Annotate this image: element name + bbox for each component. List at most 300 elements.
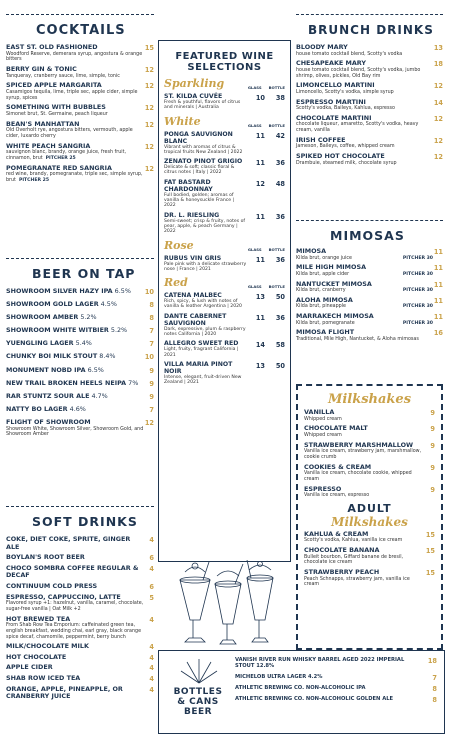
wine-name: PONGA SAUVIGNON BLANC xyxy=(164,130,233,145)
item-price: 12 xyxy=(144,120,154,129)
item-name: SPICED APPLE MARGARITA xyxy=(6,81,102,90)
item-price: 15 xyxy=(425,530,435,539)
wine-glass-price: 13 xyxy=(255,361,265,370)
item-abv: 4.6% xyxy=(67,404,86,413)
item-name: NEW TRAIL BROKEN HEELS NEIPA 7% xyxy=(6,378,139,387)
item-price: 13 xyxy=(433,44,443,52)
item-name: EAST ST. OLD FASHIONED xyxy=(6,43,98,51)
menu-item xyxy=(296,264,443,277)
menu-item xyxy=(304,442,435,461)
item-price: 14 xyxy=(433,98,443,107)
wine-item xyxy=(164,361,285,386)
mimosas-section xyxy=(296,208,443,346)
wine-column-headers xyxy=(248,247,285,252)
item-price: 12 xyxy=(144,82,154,91)
wine-title: FEATURED WINE SELECTIONS xyxy=(175,51,274,73)
item-description: Vanilla ice cream, strawberry jam, marshmallow, cookie crumb xyxy=(304,449,422,460)
item-price: 5 xyxy=(149,593,154,602)
menu-item xyxy=(304,409,435,422)
bottle-name: ATHLETIC BREWING CO. NON-ALCOHOLIC IPA xyxy=(235,685,366,691)
item-abv: 6.5% xyxy=(85,365,104,374)
menu-item xyxy=(6,367,154,375)
item-description: Kilda brut, pineapple PITCHER 30 xyxy=(296,304,433,310)
wine-description: Semi-sweet; crisp & fruity, notes of pear, apple, & peach Germany | 2022 xyxy=(164,218,246,235)
menu-item xyxy=(296,99,443,112)
item-abv: 5.2% xyxy=(108,326,128,335)
item-name: CHUNKY BOI MILK STOUT 8.4% xyxy=(6,352,116,361)
menu-item xyxy=(6,554,154,562)
item-price: 12 xyxy=(144,104,154,113)
menu-item xyxy=(6,143,154,162)
bottle-label: BOTTLE xyxy=(268,122,285,128)
pitcher-price: PITCHER 25 xyxy=(18,177,50,183)
wine-bottle-price: 50 xyxy=(275,361,285,370)
menu-item xyxy=(6,616,154,641)
item-abv: 7% xyxy=(126,378,139,387)
item-name: BLOODY MARY xyxy=(296,43,348,51)
bottle-label: BOTTLE xyxy=(268,85,285,90)
item-price: 11 xyxy=(433,248,443,256)
menu-item xyxy=(6,301,154,309)
item-name: MILE HIGH MIMOSA xyxy=(296,263,367,272)
wine-glass-price: 10 xyxy=(255,94,265,102)
item-description: Simonet brut, St. Germaine, peach liqueur xyxy=(6,111,108,117)
wine-glass-price: 14 xyxy=(255,341,265,350)
soft-list xyxy=(6,536,154,701)
item-price: 11 xyxy=(433,280,443,289)
wine-glass-price: 13 xyxy=(255,293,265,302)
menu-item xyxy=(6,654,154,662)
bottle-price: 18 xyxy=(427,657,437,665)
wine-glass-price: 11 xyxy=(255,313,265,322)
wine-description: Vibrant with aromas of citrus & tropical fruits New Zealand | 2022 xyxy=(164,144,243,155)
wine-name: VILLA MARIA PINOT NOIR xyxy=(164,360,233,375)
menu-item xyxy=(296,313,443,326)
item-name: MONUMENT NOBD IPA 6.5% xyxy=(6,365,104,374)
menu-item xyxy=(6,66,154,79)
wine-name: CATENA MALBEC xyxy=(164,292,222,300)
item-abv: 6.5% xyxy=(112,287,131,295)
pitcher-price: PITCHER 25 xyxy=(45,155,76,161)
item-price: 10 xyxy=(144,288,154,296)
item-name: STRAWBERRY PEACH xyxy=(304,568,380,577)
wine-description: Pale pink with a delicate strawberry nose | France | 2021 xyxy=(164,261,247,272)
wine-category-name: Rose xyxy=(164,238,194,252)
wine-column-headers xyxy=(248,123,285,128)
wine-name: DANTE CABERNET SAUVIGNON xyxy=(164,312,227,327)
item-price: 16 xyxy=(433,329,443,338)
item-name: RAR STUNTZ SOUR ALE 4.7% xyxy=(6,391,108,400)
wine-section xyxy=(158,40,291,562)
menu-item xyxy=(304,425,435,438)
item-name: BERRY GIN & TONIC xyxy=(6,65,77,73)
wine-bottle-price: 42 xyxy=(275,131,285,140)
item-price: 12 xyxy=(144,418,154,427)
item-description: Vanilla ice cream, espresso xyxy=(304,493,370,499)
wine-bottle-price: 36 xyxy=(275,212,285,221)
beer-title: BEER ON TAP xyxy=(28,266,139,281)
item-description: Flavored syrup +1: hazelnut, vanilla, caramel, chocolate, sugar-free vanilla | Oat Milk +2 xyxy=(6,601,144,612)
item-price: 4 xyxy=(149,653,154,662)
item-name: VANILLA xyxy=(304,408,335,416)
item-description: chocolate liqueur, amaretto, Scotty's vodka, heavy cream, vanilla xyxy=(296,122,419,134)
item-description: Bulleit bourbon, Giffard banane de bresil, chocolate ice cream xyxy=(304,554,404,566)
wine-description: Delicate & soft; classic floral & citrus notes | Italy | 2022 xyxy=(164,165,235,176)
wine-bottle-price: 58 xyxy=(275,341,285,350)
wine-item xyxy=(164,292,285,310)
wine-glass-price: 11 xyxy=(255,159,265,168)
wine-category-header xyxy=(164,115,285,128)
item-description: Drambuie, steamed milk, chocolate syrup xyxy=(296,160,397,166)
wine-name: ST. KILDA CUVÉE xyxy=(164,93,223,100)
item-name: SHOWROOM WHITE WITBIER 5.2% xyxy=(6,326,128,335)
bottle-name: VANISH RIVER RUN WHISKY BARREL AGED 2022 IMPERIAL STOUT 12.8% xyxy=(235,657,405,669)
item-price: 6 xyxy=(149,554,154,563)
menu-item xyxy=(6,165,154,184)
item-price: 9 xyxy=(430,441,435,450)
wine-column-headers xyxy=(248,284,285,289)
item-description: Scotty's vodka, Baileys, Kahlua, espresso xyxy=(296,106,395,112)
bottle-item xyxy=(235,657,437,669)
item-description: Kilda brut, pomegranate PITCHER 30 xyxy=(296,320,433,326)
item-price: 11 xyxy=(433,264,443,273)
brunch-list xyxy=(296,44,443,166)
item-name: FLIGHT OF SHOWROOM xyxy=(6,417,91,426)
item-name: BEAN'S MANHATTAN xyxy=(6,119,80,128)
item-name: COKE, DIET COKE, SPRITE, GINGER ALE xyxy=(6,535,131,551)
wine-description: Full bodied, golden; aromas of vanilla & honeysuckle France | 2022 xyxy=(164,192,235,209)
item-description: Whipped cream xyxy=(304,432,342,438)
item-price: 15 xyxy=(144,44,154,52)
item-price: 18 xyxy=(433,60,443,69)
item-price: 4 xyxy=(149,675,154,684)
item-description: Casamigos tequila, lime, triple sec, apple cider, simple syrup, spices xyxy=(6,89,138,101)
item-description: Old Overholt rye, angostura bitters, vermouth, apple cider, luxardo cherry xyxy=(6,128,133,139)
glass-label: GLASS xyxy=(247,246,262,252)
bottle-price: 8 xyxy=(432,696,437,704)
item-price: 15 xyxy=(425,547,435,556)
item-price: 9 xyxy=(430,463,435,472)
item-name: KAHLUA & CREAM xyxy=(304,529,369,538)
item-description: house tomato cocktail blend, Scotty's vodka, jumbo shrimp, olives, pickles, Old Bay rim xyxy=(296,67,421,79)
item-description: Whipped cream xyxy=(304,416,342,422)
wine-bottle-price: 38 xyxy=(275,94,285,102)
wine-item xyxy=(164,93,285,111)
menu-item xyxy=(296,115,443,134)
item-description: Jameson, Baileys, coffee, whipped cream xyxy=(296,144,395,150)
bottle-item xyxy=(235,696,437,702)
left-column xyxy=(6,0,154,701)
milkshakes-section xyxy=(296,384,443,650)
bottles-title: BOTTLES & CANS BEER xyxy=(173,687,223,717)
menu-item xyxy=(296,281,443,294)
wine-glass-price: 11 xyxy=(255,212,265,221)
wine-name: DR. L. RIESLING xyxy=(164,211,220,219)
item-name: YUENGLING LAGER 5.4% xyxy=(6,339,92,348)
menu-item xyxy=(296,82,443,95)
cocktails-divider xyxy=(6,14,154,15)
item-description: Tanqueray, cranberry sauce, lime, simple, tonic xyxy=(6,73,120,79)
item-description: Limoncello, Scotty's vodka, simple syrup xyxy=(296,89,394,95)
item-description: house tomato cocktail blend, Scotty's vodka xyxy=(296,51,403,57)
item-price: 12 xyxy=(144,164,154,173)
soft-drinks-title: SOFT DRINKS xyxy=(28,514,142,529)
menu-item xyxy=(296,153,443,166)
menu-item xyxy=(6,314,154,322)
wine-glass-price: 12 xyxy=(255,179,265,188)
item-name: CONTINUUM COLD PRESS xyxy=(6,581,98,590)
menu-item xyxy=(296,60,443,79)
item-name: SPIKED HOT CHOCOLATE xyxy=(296,152,385,161)
item-name: ESPRESSO xyxy=(304,484,342,493)
beer-divider xyxy=(6,258,154,259)
item-price: 12 xyxy=(433,153,443,162)
item-name: LIMONCELLO MARTINI xyxy=(296,81,375,90)
mimosa-list xyxy=(296,248,443,343)
item-name: HOT BREWED TEA xyxy=(6,614,71,623)
menu-item xyxy=(304,486,435,499)
item-name: CHESAPEAKE MARY xyxy=(296,59,366,68)
pitcher-price: PITCHER 30 xyxy=(402,288,433,294)
menu-item xyxy=(6,419,154,438)
item-description: Showroom White, Showroom Silver, Showroom Gold, and Showroom Amber xyxy=(6,426,144,438)
item-price: 12 xyxy=(433,82,443,91)
bottle-item xyxy=(235,674,437,680)
wine-category-name: White xyxy=(164,114,201,128)
item-name: MIMOSA xyxy=(296,247,327,255)
item-price: 9 xyxy=(430,425,435,434)
item-price: 4 xyxy=(149,564,154,573)
wine-bottle-price: 50 xyxy=(275,293,285,302)
item-price: 7 xyxy=(149,405,154,414)
milkshake-illustration xyxy=(165,560,290,648)
menu-item xyxy=(304,464,435,483)
adult-milkshakes-title: ADULT xyxy=(347,501,392,515)
wine-category-name: Sparkling xyxy=(164,77,225,90)
menu-item xyxy=(304,531,435,544)
item-price: 9 xyxy=(149,366,154,375)
wine-category-header xyxy=(164,239,285,252)
bottle-item xyxy=(235,685,437,691)
item-price: 4 xyxy=(149,664,154,673)
mimosas-title: MIMOSAS xyxy=(326,228,409,243)
item-price: 7 xyxy=(149,340,154,349)
item-name: ORANGE, APPLE, PINEAPPLE, OR CRANBERRY JUICE xyxy=(6,684,123,701)
item-price: 11 xyxy=(433,296,443,305)
item-price: 12 xyxy=(144,66,154,74)
bottle-list xyxy=(235,657,437,707)
wine-glass-price: 11 xyxy=(255,131,265,140)
wine-description: Rich, spicy, & lush with notes of vanilla & leather Argentina | 2020 xyxy=(164,299,242,310)
milkshake-list xyxy=(304,409,435,499)
menu-item xyxy=(304,569,435,588)
glass-label: GLASS xyxy=(247,85,262,90)
item-price: 4 xyxy=(149,685,154,694)
cocktails-title: COCKTAILS xyxy=(32,23,130,38)
wine-description: Intense, elegant, fruit-driven New Zealand | 2021 xyxy=(164,374,242,386)
item-name: CHOCOLATE BANANA xyxy=(304,546,380,555)
menu-item xyxy=(6,353,154,361)
item-price: 9 xyxy=(430,409,435,417)
item-price: 10 xyxy=(144,353,154,362)
wine-name: ALLEGRO SWEET RED xyxy=(164,340,239,348)
item-description: red wine, brandy, pomegranate, triple sec, simple syrup, brut PITCHER 25 xyxy=(6,172,143,183)
item-abv: 4.5% xyxy=(98,300,117,309)
wine-name: ZENATO PINOT GRIGIO xyxy=(164,158,243,166)
item-price: 4 xyxy=(149,615,154,624)
menu-item xyxy=(6,643,154,651)
menu-item xyxy=(296,297,443,310)
item-name: SHOWROOM SILVER HAZY IPA 6.5% xyxy=(6,287,131,295)
item-name: IRISH COFFEE xyxy=(296,135,346,144)
item-price: 12 xyxy=(433,114,443,123)
item-price: 15 xyxy=(425,569,435,578)
item-name: CHOCO SOMBRA COFFEE REGULAR & DECAF xyxy=(6,563,139,580)
wine-description: Dark, expressive, plum & raspberry notes California | 2020 xyxy=(164,326,246,338)
menu-item xyxy=(6,340,154,348)
menu-item xyxy=(6,121,154,140)
menu-item xyxy=(6,288,154,296)
pitcher-price: PITCHER 30 xyxy=(402,271,433,277)
item-name: CHOCOLATE MARTINI xyxy=(296,113,372,122)
menu-item xyxy=(6,44,154,63)
item-abv: 4.7% xyxy=(89,391,108,400)
wine-item xyxy=(164,131,285,156)
menu-item xyxy=(6,406,154,414)
wine-item xyxy=(164,255,285,273)
item-description: From Shab Row Tea Emporium: caffeinated green tea, english breakfast, wedding chai, earl gray, black orange spice decaf, chamomile, peppermint, berry bunch xyxy=(6,623,142,640)
menu-item xyxy=(6,104,154,117)
item-description: Scotty's vodka, Kahlua, vanilla ice cream xyxy=(304,538,403,544)
item-description: Peach Schnapps, strawberry jam, vanilla ice cream xyxy=(304,576,410,588)
item-name: ESPRESSO MARTINI xyxy=(296,97,366,106)
item-name: SHOWROOM GOLD LAGER 4.5% xyxy=(6,300,117,309)
menu-item xyxy=(296,44,443,57)
menu-item xyxy=(6,594,154,613)
wine-item xyxy=(164,313,285,338)
item-abv: 5.2% xyxy=(78,313,97,322)
adult-milkshakes-subtitle: Milkshakes xyxy=(331,514,408,529)
item-price: 8 xyxy=(149,301,154,310)
item-name: WHITE PEACH SANGRIA xyxy=(6,141,91,150)
item-name: APPLE CIDER xyxy=(6,663,53,672)
item-name: NANTUCKET MIMOSA xyxy=(296,279,372,288)
item-name: ALOHA MIMOSA xyxy=(296,295,353,304)
item-name: ESPRESSO, CAPPUCCINO, LATTE xyxy=(6,592,121,601)
menu-item xyxy=(6,393,154,401)
soft-divider xyxy=(6,506,154,507)
wine-name: RUBUS VIN GRIS xyxy=(164,254,222,262)
wine-bottle-price: 48 xyxy=(275,179,285,188)
menu-item xyxy=(304,547,435,566)
item-description: Kilda brut, apple cider PITCHER 30 xyxy=(296,271,433,277)
item-name: STRAWBERRY MARSHMALLOW xyxy=(304,440,414,449)
item-price: 9 xyxy=(149,392,154,401)
wine-name: FAT BASTARD CHARDONNAY xyxy=(164,178,213,193)
menu-item xyxy=(6,664,154,672)
menu-item xyxy=(296,248,443,261)
milkshakes-title: Milkshakes xyxy=(327,392,412,407)
item-name: HOT CHOCOLATE xyxy=(6,652,67,661)
item-abv: 8.4% xyxy=(97,352,116,361)
bottle-price: 7 xyxy=(432,674,437,682)
menu-item xyxy=(6,536,154,551)
menu-item xyxy=(296,329,443,342)
menu-item xyxy=(6,675,154,683)
item-name: MILK/CHOCOLATE MILK xyxy=(6,642,89,651)
wine-category-header xyxy=(164,77,285,90)
wine-item xyxy=(164,212,285,235)
adult-milkshake-list xyxy=(304,531,435,588)
wine-glass-price: 11 xyxy=(255,255,265,264)
bottle-name: ATHLETIC BREWING CO. NON-ALCOHOLIC GOLDEN ALE xyxy=(235,696,394,702)
item-name: SHOWROOM AMBER 5.2% xyxy=(6,313,97,322)
item-price: 12 xyxy=(433,136,443,145)
menu-item xyxy=(6,327,154,335)
pitcher-price: PITCHER 30 xyxy=(402,320,433,326)
mimosa-divider xyxy=(296,220,443,221)
item-price: 4 xyxy=(149,643,154,652)
item-description: Traditional, Mile High, Nantucket, & Aloha mimosas xyxy=(296,337,419,343)
wine-bottle-price: 36 xyxy=(275,159,285,168)
menu-item xyxy=(6,565,154,580)
item-name: SOMETHING WITH BUBBLES xyxy=(6,103,106,112)
item-description: sauvignon blanc, brandy, orange juice, fresh fruit, cinnamon, brut PITCHER 25 xyxy=(6,150,126,161)
item-name: CHOCOLATE MALT xyxy=(304,424,368,433)
glass-label: GLASS xyxy=(247,122,262,128)
pitcher-price: PITCHER 30 xyxy=(402,255,433,261)
wine-item xyxy=(164,179,285,209)
cocktails-section xyxy=(6,14,154,184)
item-price: 12 xyxy=(144,142,154,151)
item-price: 6 xyxy=(149,582,154,591)
soft-drinks-section xyxy=(6,494,154,704)
bottle-name: MICHELOB ULTRA LAGER 4.2% xyxy=(235,674,323,680)
bottle-label: BOTTLE xyxy=(268,246,285,252)
item-price: 9 xyxy=(430,485,435,494)
wine-column-headers xyxy=(248,85,285,90)
item-name: NATTY BO LAGER 4.6% xyxy=(6,404,86,413)
item-description: Kilda brut, cranberry PITCHER 30 xyxy=(296,288,433,294)
item-price: 11 xyxy=(433,313,443,322)
wine-item xyxy=(164,340,285,358)
glass-label: GLASS xyxy=(247,284,262,290)
wine-list xyxy=(164,77,285,386)
brunch-divider xyxy=(296,14,443,15)
menu-item xyxy=(6,583,154,591)
beer-section xyxy=(6,246,154,443)
item-name: POMEGRANATE RED SANGRIA xyxy=(6,163,112,172)
item-price: 9 xyxy=(149,379,154,388)
wine-description: Light, fruity, fragrant California | 2021 xyxy=(164,347,239,358)
bottle-label: BOTTLE xyxy=(268,284,285,290)
right-column xyxy=(296,0,443,588)
bottles-section xyxy=(158,650,445,734)
wine-bottle-price: 36 xyxy=(275,255,285,264)
item-description: Kilda brut, orange juice PITCHER 30 xyxy=(296,255,433,261)
item-name: COOKIES & CREAM xyxy=(304,462,372,471)
wine-bottle-price: 36 xyxy=(275,313,285,322)
item-description: Woodford Reserve, demerara syrup, angostura & orange bitters xyxy=(6,51,143,63)
brunch-title: BRUNCH DRINKS xyxy=(304,23,438,37)
item-price: 4 xyxy=(149,536,154,544)
pitcher-price: PITCHER 30 xyxy=(402,304,433,310)
brunch-section xyxy=(296,14,443,166)
item-price: 7 xyxy=(149,327,154,336)
menu-item xyxy=(296,137,443,150)
item-description: Vanilla ice cream, chocolate cookie, whipped cream xyxy=(304,471,412,482)
beer-list xyxy=(6,288,154,438)
